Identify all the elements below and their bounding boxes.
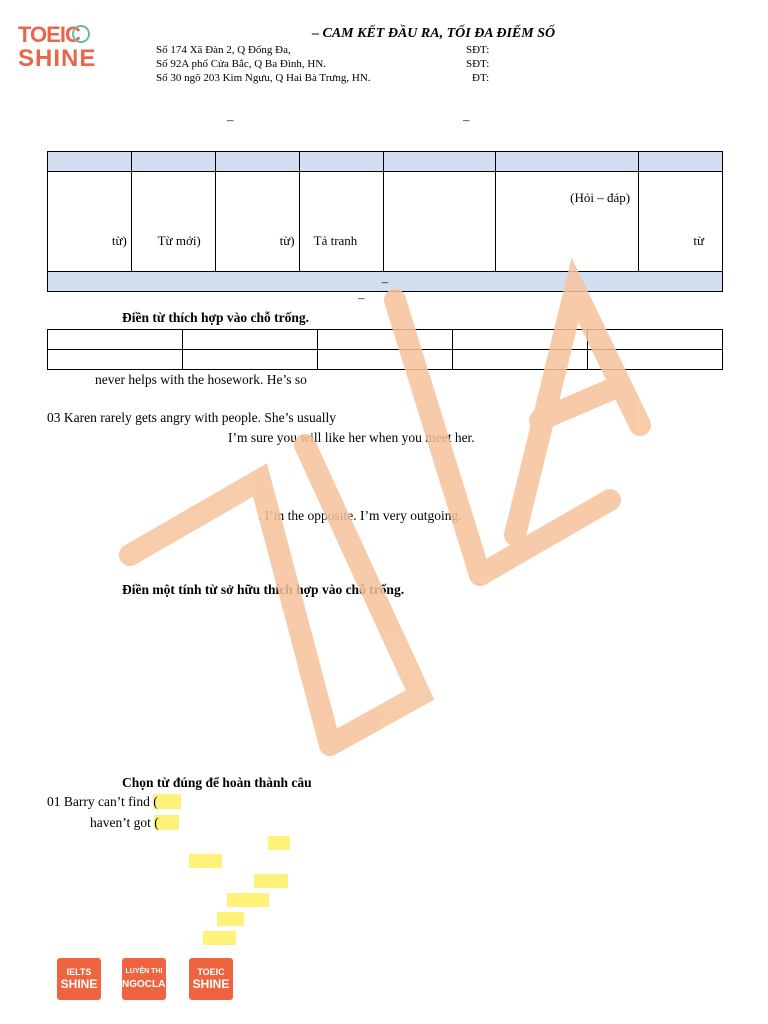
section-instruction: Chọn từ đúng để hoàn thành câu	[122, 775, 312, 790]
table-row	[48, 350, 723, 370]
schedule-table	[47, 151, 723, 292]
watermark-stroke	[480, 500, 610, 575]
exercise-line: . I’m the opposite. I’m very outgoing.	[258, 508, 462, 523]
separator-dash: –	[227, 112, 234, 127]
page-title: – CAM KẾT ĐẦU RA, TỐI ĐA ĐIỂM SỐ	[312, 26, 556, 41]
word-box-table	[47, 329, 723, 370]
section-instruction: Điền một tính từ sở hữu thích hợp vào chỗ trống.	[122, 582, 405, 597]
exercise-line: haven’t got (	[90, 815, 179, 831]
table-cell: Tả tranh	[299, 172, 383, 272]
table-row	[48, 330, 723, 350]
answer-blank: (	[153, 794, 181, 809]
separator-dash: –	[463, 112, 470, 127]
toeic-shine-footer-logo: TOEIC SHINE	[189, 958, 233, 1000]
exercise-line: 03 Karen rarely gets angry with people. She’s usually	[47, 410, 337, 425]
answer-blank	[268, 836, 290, 850]
phone-label: ĐT:	[472, 72, 490, 84]
separator-dash: –	[358, 290, 365, 305]
address-line: Số 174 Xã Đàn 2, Q Đống Đa,	[156, 44, 291, 56]
answer-blank	[227, 893, 269, 907]
answer-blank: (	[154, 815, 179, 830]
section-instruction: Điền từ thích hợp vào chỗ trống.	[122, 310, 309, 325]
ielts-shine-logo: IELTS SHINE	[57, 958, 101, 1000]
table-footer-row	[48, 272, 723, 292]
answer-blank	[189, 854, 222, 868]
table-cell: (Hỏi – đáp)	[496, 172, 639, 272]
exercise-line: never helps with the hosework. He’s so	[95, 372, 307, 387]
watermark-stroke	[540, 390, 610, 420]
ngoclan-logo: LUYỆN THI NGOCLAN	[122, 958, 166, 1000]
toeic-shine-logo: TOEIC SHINE	[18, 22, 97, 72]
table-row	[48, 172, 723, 272]
answer-blank	[217, 912, 244, 926]
flower-icon	[72, 25, 90, 43]
watermark-stroke	[515, 290, 640, 535]
table-cell: Từ mới)	[131, 172, 215, 272]
table-cell: từ)	[215, 172, 299, 272]
table-header-row	[48, 152, 723, 172]
phone-label: SĐT:	[466, 58, 490, 70]
table-cell	[383, 172, 496, 272]
table-cell: từ)	[48, 172, 132, 272]
phone-label: SĐT:	[466, 44, 490, 56]
table-cell: từ	[639, 172, 723, 272]
address-line: Số 92A phố Cửa Bắc, Q Ba Đình, HN.	[156, 58, 327, 70]
answer-blank	[203, 931, 236, 945]
table-footer-cell: –	[48, 272, 723, 292]
exercise-line: 01 Barry can’t find (	[47, 794, 181, 810]
exercise-line: I’m sure you will like her when you meet her.	[228, 430, 475, 445]
answer-blank	[254, 874, 288, 888]
address-line: Số 30 ngõ 203 Kim Ngưu, Q Hai Bà Trưng, HN.	[156, 72, 371, 84]
